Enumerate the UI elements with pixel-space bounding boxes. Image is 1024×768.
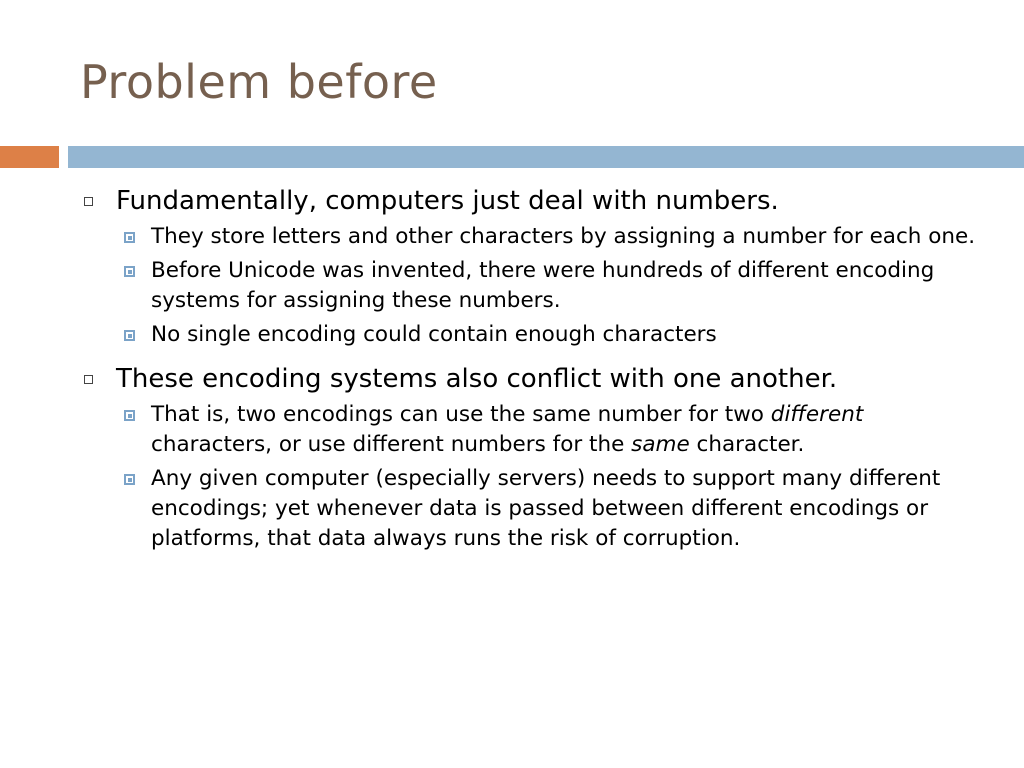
accent-bar xyxy=(0,146,59,168)
slide-content xyxy=(80,180,985,558)
bullet-text-part: characters, or use different numbers for the xyxy=(151,432,632,457)
bullet-text-part: That is, two encodings can use the same number for two xyxy=(151,402,771,427)
bullet-level2 xyxy=(80,464,985,554)
square-bullet-icon xyxy=(124,266,135,277)
bullet-level1 xyxy=(80,182,985,220)
bullet-text: These encoding systems also conflict with one another. xyxy=(116,364,838,394)
bullet-level2 xyxy=(80,320,985,350)
emphasis-text: same xyxy=(631,432,690,457)
bullet-text: Any given computer (especially servers) needs to support many different encodings; yet whenever data is passed between different encodings or platforms, that data always runs the risk of corruption. xyxy=(151,466,941,551)
bullet-text-part: character. xyxy=(689,432,805,457)
square-bullet-icon xyxy=(124,330,135,341)
square-bullet-icon xyxy=(124,232,135,243)
bullet-text: Before Unicode was invented, there were hundreds of different encoding systems for assigning these numbers. xyxy=(151,258,935,313)
emphasis-text: different xyxy=(770,402,864,427)
slide-title: Problem before xyxy=(80,55,438,109)
bullet-text: They store letters and other characters by assigning a number for each one. xyxy=(151,224,976,249)
hollow-square-bullet-icon xyxy=(84,375,93,384)
hollow-square-bullet-icon xyxy=(84,197,93,206)
bullet-level2 xyxy=(80,256,985,316)
bullet-text: No single encoding could contain enough characters xyxy=(151,322,717,347)
bullet-level2 xyxy=(80,222,985,252)
header-bar xyxy=(68,146,1024,168)
bullet-level1 xyxy=(80,360,985,398)
square-bullet-icon xyxy=(124,474,135,485)
bullet-text xyxy=(151,402,863,457)
bullet-text: Fundamentally, computers just deal with numbers. xyxy=(116,186,779,216)
bullet-level2 xyxy=(80,400,985,460)
square-bullet-icon xyxy=(124,410,135,421)
